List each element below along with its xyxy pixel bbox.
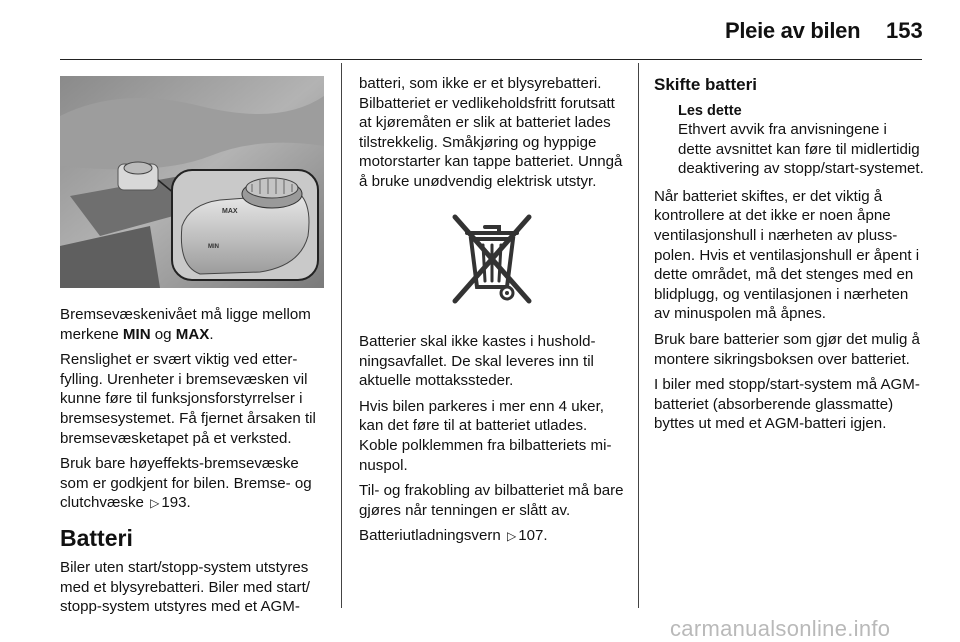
note-text: Ethvert avvik fra anvisningene i dette avsnittet kan føre til midlertidig deaktivering av stopp/start-systemet. — [678, 121, 924, 178]
column-divider — [638, 63, 639, 608]
cleanliness-paragraph: Renslighet er svært viktig ved etterfylling. Urenheter i bremsevæsken vil kunne føre til funksjonsforstyrrelser i bremsesystemet. Få fjernet årsaken til bremsevæsketapet på et verksted. — [60, 351, 316, 447]
section-title: Pleie av bilen — [725, 18, 861, 43]
column-2 — [359, 74, 627, 198]
brake-fluid-type-paragraph: Bruk bare høyeffekts-bremsevæske som er godkjent for bilen. Bremse- og clutchvæske ▷ 193. — [60, 454, 328, 514]
battery-continued-paragraph: batteri, som ikke er et blysyrebatteri. Bilbatteriet er vedlikeholdsfritt forutsatt at kjøremåten er slik at batteriet lades tilstrekkelig. Småkjøring og hyppige motorstarter kan tappe batteriet. Unngå å bruke unødvendig elektrisk utstyr. — [359, 75, 623, 190]
ventilation-paragraph: Når batteriet skiftes, er det viktig å kontrollere at det ikke er noen åpne ventilasjonshull i nærheten av plusspolen. Hvis et ventilasjonshull er åpent i dette området, må det stenges med en blidplugg, og ventilasjonen i nærheten av minuspolen må åpnes. — [654, 187, 920, 323]
page-reference-link[interactable]: 107 — [518, 527, 544, 545]
column-1 — [60, 305, 328, 623]
min-mark: MIN — [208, 244, 219, 250]
brake-fluid-reservoir-figure — [60, 76, 324, 288]
fuse-box-paragraph: Bruk bare batterier som gjør det mulig å montere sikringsboksen over batteriet. — [654, 330, 920, 368]
note-title: Les dette — [678, 103, 742, 119]
column-3 — [654, 74, 924, 440]
discharge-protection-paragraph: Batteriutladningsvern ▷ 107. — [359, 526, 627, 547]
fluid-level-paragraph: Bremsevæskenivået må ligge mellom merkene MIN og MAX. — [60, 306, 311, 343]
parking-paragraph: Hvis bilen parkeres i mer enn 4 uker, kan det føre til at batteriet utlades. Koble polklemmen fra bilbatteriets minuspol. — [359, 397, 612, 474]
connect-paragraph: Til- og frakobling av bilbatteriet må bare gjøres når tenningen er slått av. — [359, 482, 624, 519]
column-divider — [341, 63, 342, 608]
disposal-paragraph: Batterier skal ikke kastes i husholdningsavfallet. De skal leveres inn til aktuelle mottakssteder. — [359, 333, 596, 390]
agm-paragraph: I biler med stopp/start-system må AGM-batteriet (absorberende glassmatte) byttes ut med et AGM-batteri igjen. — [654, 376, 920, 433]
max-mark: MAX — [222, 208, 238, 215]
header-rule — [60, 59, 922, 60]
battery-intro-paragraph: Biler uten start/stopp-system utstyres med et blysyrebatteri. Biler med start/ stopp-system utstyres med et AGM- — [60, 558, 310, 616]
replace-battery-heading: Skifte batteri — [654, 75, 757, 94]
column-2-lower — [359, 332, 627, 553]
battery-heading: Batteri — [60, 524, 133, 551]
crossed-out-bin-icon — [437, 205, 547, 315]
page-reference-icon: ▷ — [507, 529, 517, 544]
page-reference-icon: ▷ — [150, 496, 160, 511]
watermark: carmanualsonline.info — [670, 616, 891, 641]
page-reference-link[interactable]: 193 — [161, 494, 187, 512]
note-box — [654, 102, 924, 179]
page-number: 153 — [886, 18, 923, 43]
